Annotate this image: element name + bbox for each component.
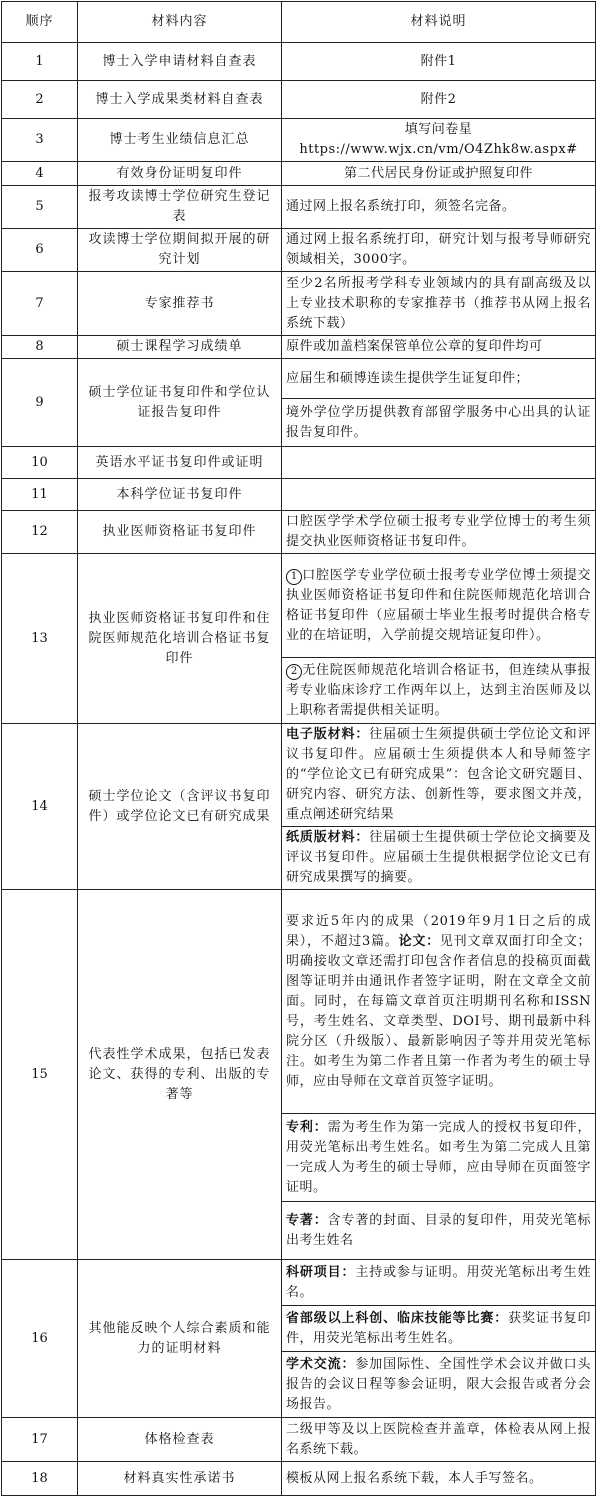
desc-pre: 要求近5年内的成果（2019年9月1日之后的成果），不超过3篇。 bbox=[286, 913, 591, 949]
row-num: 5 bbox=[2, 186, 78, 229]
row-num: 7 bbox=[2, 272, 78, 336]
row-desc: 第二代居民身份证或护照复印件 bbox=[282, 162, 596, 186]
row-desc bbox=[282, 1202, 596, 1260]
marker-2: 2 bbox=[286, 664, 302, 680]
desc-text: 主持或参与证明。用荧光笔标出考生姓名。 bbox=[286, 1264, 591, 1300]
row-desc: 口腔医学学术学位硕士报考专业学位博士的考生须提交执业医师资格证书复印件。 bbox=[282, 511, 596, 554]
desc-label: 专著： bbox=[286, 1212, 328, 1228]
row-name: 英语水平证书复印件或证明 bbox=[78, 447, 282, 479]
table-row bbox=[2, 119, 596, 162]
row-name: 博士入学申请材料自查表 bbox=[78, 43, 282, 81]
table-row bbox=[2, 511, 596, 554]
desc-text: 获奖证书复印件，用荧光笔标出考生姓名。 bbox=[286, 1310, 591, 1346]
row-desc: 原件或加盖档案保管单位公章的复印件均可 bbox=[282, 336, 596, 359]
desc-label: 论文： bbox=[398, 933, 440, 949]
table-row bbox=[2, 229, 596, 272]
header-row bbox=[2, 2, 596, 43]
desc-label: 电子版材料： bbox=[286, 727, 370, 742]
row-num: 15 bbox=[2, 890, 78, 1260]
row-desc: 通过网上报名系统打印，须签名完备。 bbox=[282, 186, 596, 229]
row-name: 体格检查表 bbox=[78, 1418, 282, 1462]
table-row bbox=[2, 81, 596, 119]
table-row bbox=[2, 1260, 596, 1306]
row-name: 硕士课程学习成绩单 bbox=[78, 336, 282, 359]
desc-text: 往届硕士生须提供硕士学位论文和评议书复印件。应届硕士生须提供本人和导师签字的“学位论文已有研究成果”：包含论文研究题目、研究内容、研究方法、创新性等，要求图文并茂，重点阐述研究结果 bbox=[286, 727, 591, 822]
table-row bbox=[2, 272, 596, 336]
row-name: 材料真实性承诺书 bbox=[78, 1462, 282, 1496]
row-desc bbox=[282, 554, 596, 658]
row-desc bbox=[282, 119, 596, 162]
row-num: 1 bbox=[2, 43, 78, 81]
desc-label: 省部级以上科创、临床技能等比赛： bbox=[286, 1310, 509, 1326]
survey-label: 填写问卷星 bbox=[404, 122, 473, 137]
table-row bbox=[2, 186, 596, 229]
row-name: 其他能反映个人综合素质和能力的证明材料 bbox=[78, 1260, 282, 1418]
row-num: 8 bbox=[2, 336, 78, 359]
row-num: 3 bbox=[2, 119, 78, 162]
header-num: 顺序 bbox=[2, 2, 78, 43]
row-num: 4 bbox=[2, 162, 78, 186]
table-row bbox=[2, 336, 596, 359]
row-desc: 境外学位学历提供教育部留学服务中心出具的认证报告复印件。 bbox=[282, 399, 596, 447]
row-name: 执业医师资格证书复印件和住院医师规范化培训合格证书复印件 bbox=[78, 554, 282, 724]
desc-text: 需为考生作为第一完成人的授权书复印件，用荧光笔标出考生姓名。如考生为第二完成人且第一完成人为考生的硕士导师，应由导师在页面签字证明。 bbox=[286, 1119, 591, 1195]
table-row bbox=[2, 447, 596, 479]
header-name: 材料内容 bbox=[78, 2, 282, 43]
row-desc bbox=[282, 1352, 596, 1418]
row-num: 18 bbox=[2, 1462, 78, 1496]
table-row bbox=[2, 479, 596, 511]
desc-label: 学术交流： bbox=[286, 1356, 356, 1372]
row-name: 专家推荐书 bbox=[78, 272, 282, 336]
desc-text: 含专著的封面、目录的复印件，用荧光笔标出考生姓名 bbox=[286, 1212, 591, 1248]
table-row bbox=[2, 1418, 596, 1462]
row-desc bbox=[282, 1114, 596, 1202]
row-desc bbox=[282, 447, 596, 479]
row-desc: 通过网上报名系统打印，研究计划与报考导师研究领域相关，3000字。 bbox=[282, 229, 596, 272]
row-desc: 附件2 bbox=[282, 81, 596, 119]
table-row bbox=[2, 359, 596, 399]
row-num: 13 bbox=[2, 554, 78, 724]
row-name: 攻读博士学位期间拟开展的研究计划 bbox=[78, 229, 282, 272]
row-num: 11 bbox=[2, 479, 78, 511]
row-name: 本科学位证书复印件 bbox=[78, 479, 282, 511]
row-desc bbox=[282, 890, 596, 1114]
row-num: 2 bbox=[2, 81, 78, 119]
survey-link[interactable]: https://www.wjx.cn/vm/O4Zhk8w.aspx# bbox=[299, 142, 578, 157]
row-num: 17 bbox=[2, 1418, 78, 1462]
desc-label: 专利： bbox=[286, 1119, 328, 1135]
materials-table bbox=[1, 1, 596, 1496]
row-desc bbox=[282, 724, 596, 827]
row-num: 10 bbox=[2, 447, 78, 479]
marker-1: 1 bbox=[286, 569, 302, 585]
desc-text: 参加国际性、全国性学术会议并做口头报告的会议日程等参会证明，限大会报告或者分会场报告。 bbox=[286, 1356, 591, 1412]
row-desc: 二级甲等及以上医院检查并盖章，体检表从网上报名系统下载。 bbox=[282, 1418, 596, 1462]
row-name: 硕士学位论文（含评议书复印件）或学位论文已有研究成果 bbox=[78, 724, 282, 890]
row-name: 执业医师资格证书复印件 bbox=[78, 511, 282, 554]
desc-label: 纸质版材料： bbox=[286, 830, 370, 845]
row-num: 9 bbox=[2, 359, 78, 447]
row-desc: 至少2名所报考学科专业领域内的具有副高级及以上专业技术职称的专家推荐书（推荐书从网上报名系统下载） bbox=[282, 272, 596, 336]
row-name: 硕士学位证书复印件和学位认证报告复印件 bbox=[78, 359, 282, 447]
row-num: 16 bbox=[2, 1260, 78, 1418]
table-row bbox=[2, 162, 596, 186]
desc-text: 见刊文章双面打印全文；明确接收文章还需打印包含作者信息的投稿页面截图等证明并由通讯作者签字证明，附在文章全文前面。同时，在每篇文章首页注明期刊名称和ISSN号，考生姓名、文章类型、DOI号、期刊最新中科院分区（升级版）、最新影响因子等并用荧光笔标注。如考生为第二作者且第一作者为考生的硕士导师，应由导师在文章首页签字证明。 bbox=[286, 933, 591, 1089]
row-desc-text: 口腔医学专业学位硕士报考专业学位博士须提交执业医师资格证书复印件和住院医师规范化培训合格证书复印件（应届硕士毕业生报考时提供合格专业的在培证明，入学前提交规培证复印件）。 bbox=[286, 567, 591, 643]
table-row bbox=[2, 890, 596, 1114]
row-desc-text: 无住院医师规范化培训合格证书，但连续从事报考专业临床诊疗工作两年以上，达到主治医师及以上职称者需提供相关证明。 bbox=[286, 662, 591, 718]
row-desc: 应届生和硕博连读生提供学生证复印件； bbox=[282, 359, 596, 399]
row-name: 博士考生业绩信息汇总 bbox=[78, 119, 282, 162]
row-desc bbox=[282, 1306, 596, 1352]
table-row bbox=[2, 554, 596, 658]
table-row bbox=[2, 1462, 596, 1496]
row-desc bbox=[282, 1260, 596, 1306]
row-num: 6 bbox=[2, 229, 78, 272]
row-name: 博士入学成果类材料自查表 bbox=[78, 81, 282, 119]
row-desc bbox=[282, 479, 596, 511]
desc-text: 往届硕士生提供硕士学位论文摘要及评议书复印件。应届硕士生提供根据学位论文已有研究成果撰写的摘要。 bbox=[286, 830, 591, 885]
row-name: 代表性学术成果，包括已发表论文、获得的专利、出版的专著等 bbox=[78, 890, 282, 1260]
header-desc: 材料说明 bbox=[282, 2, 596, 43]
row-name: 有效身份证明复印件 bbox=[78, 162, 282, 186]
row-num: 12 bbox=[2, 511, 78, 554]
row-num: 14 bbox=[2, 724, 78, 890]
table-row bbox=[2, 724, 596, 827]
row-name: 报考攻读博士学位研究生登记表 bbox=[78, 186, 282, 229]
table-row bbox=[2, 43, 596, 81]
row-desc bbox=[282, 827, 596, 890]
row-desc bbox=[282, 658, 596, 724]
desc-label: 科研项目： bbox=[286, 1264, 356, 1280]
row-desc: 模板从网上报名系统下载，本人手写签名。 bbox=[282, 1462, 596, 1496]
row-desc: 附件1 bbox=[282, 43, 596, 81]
